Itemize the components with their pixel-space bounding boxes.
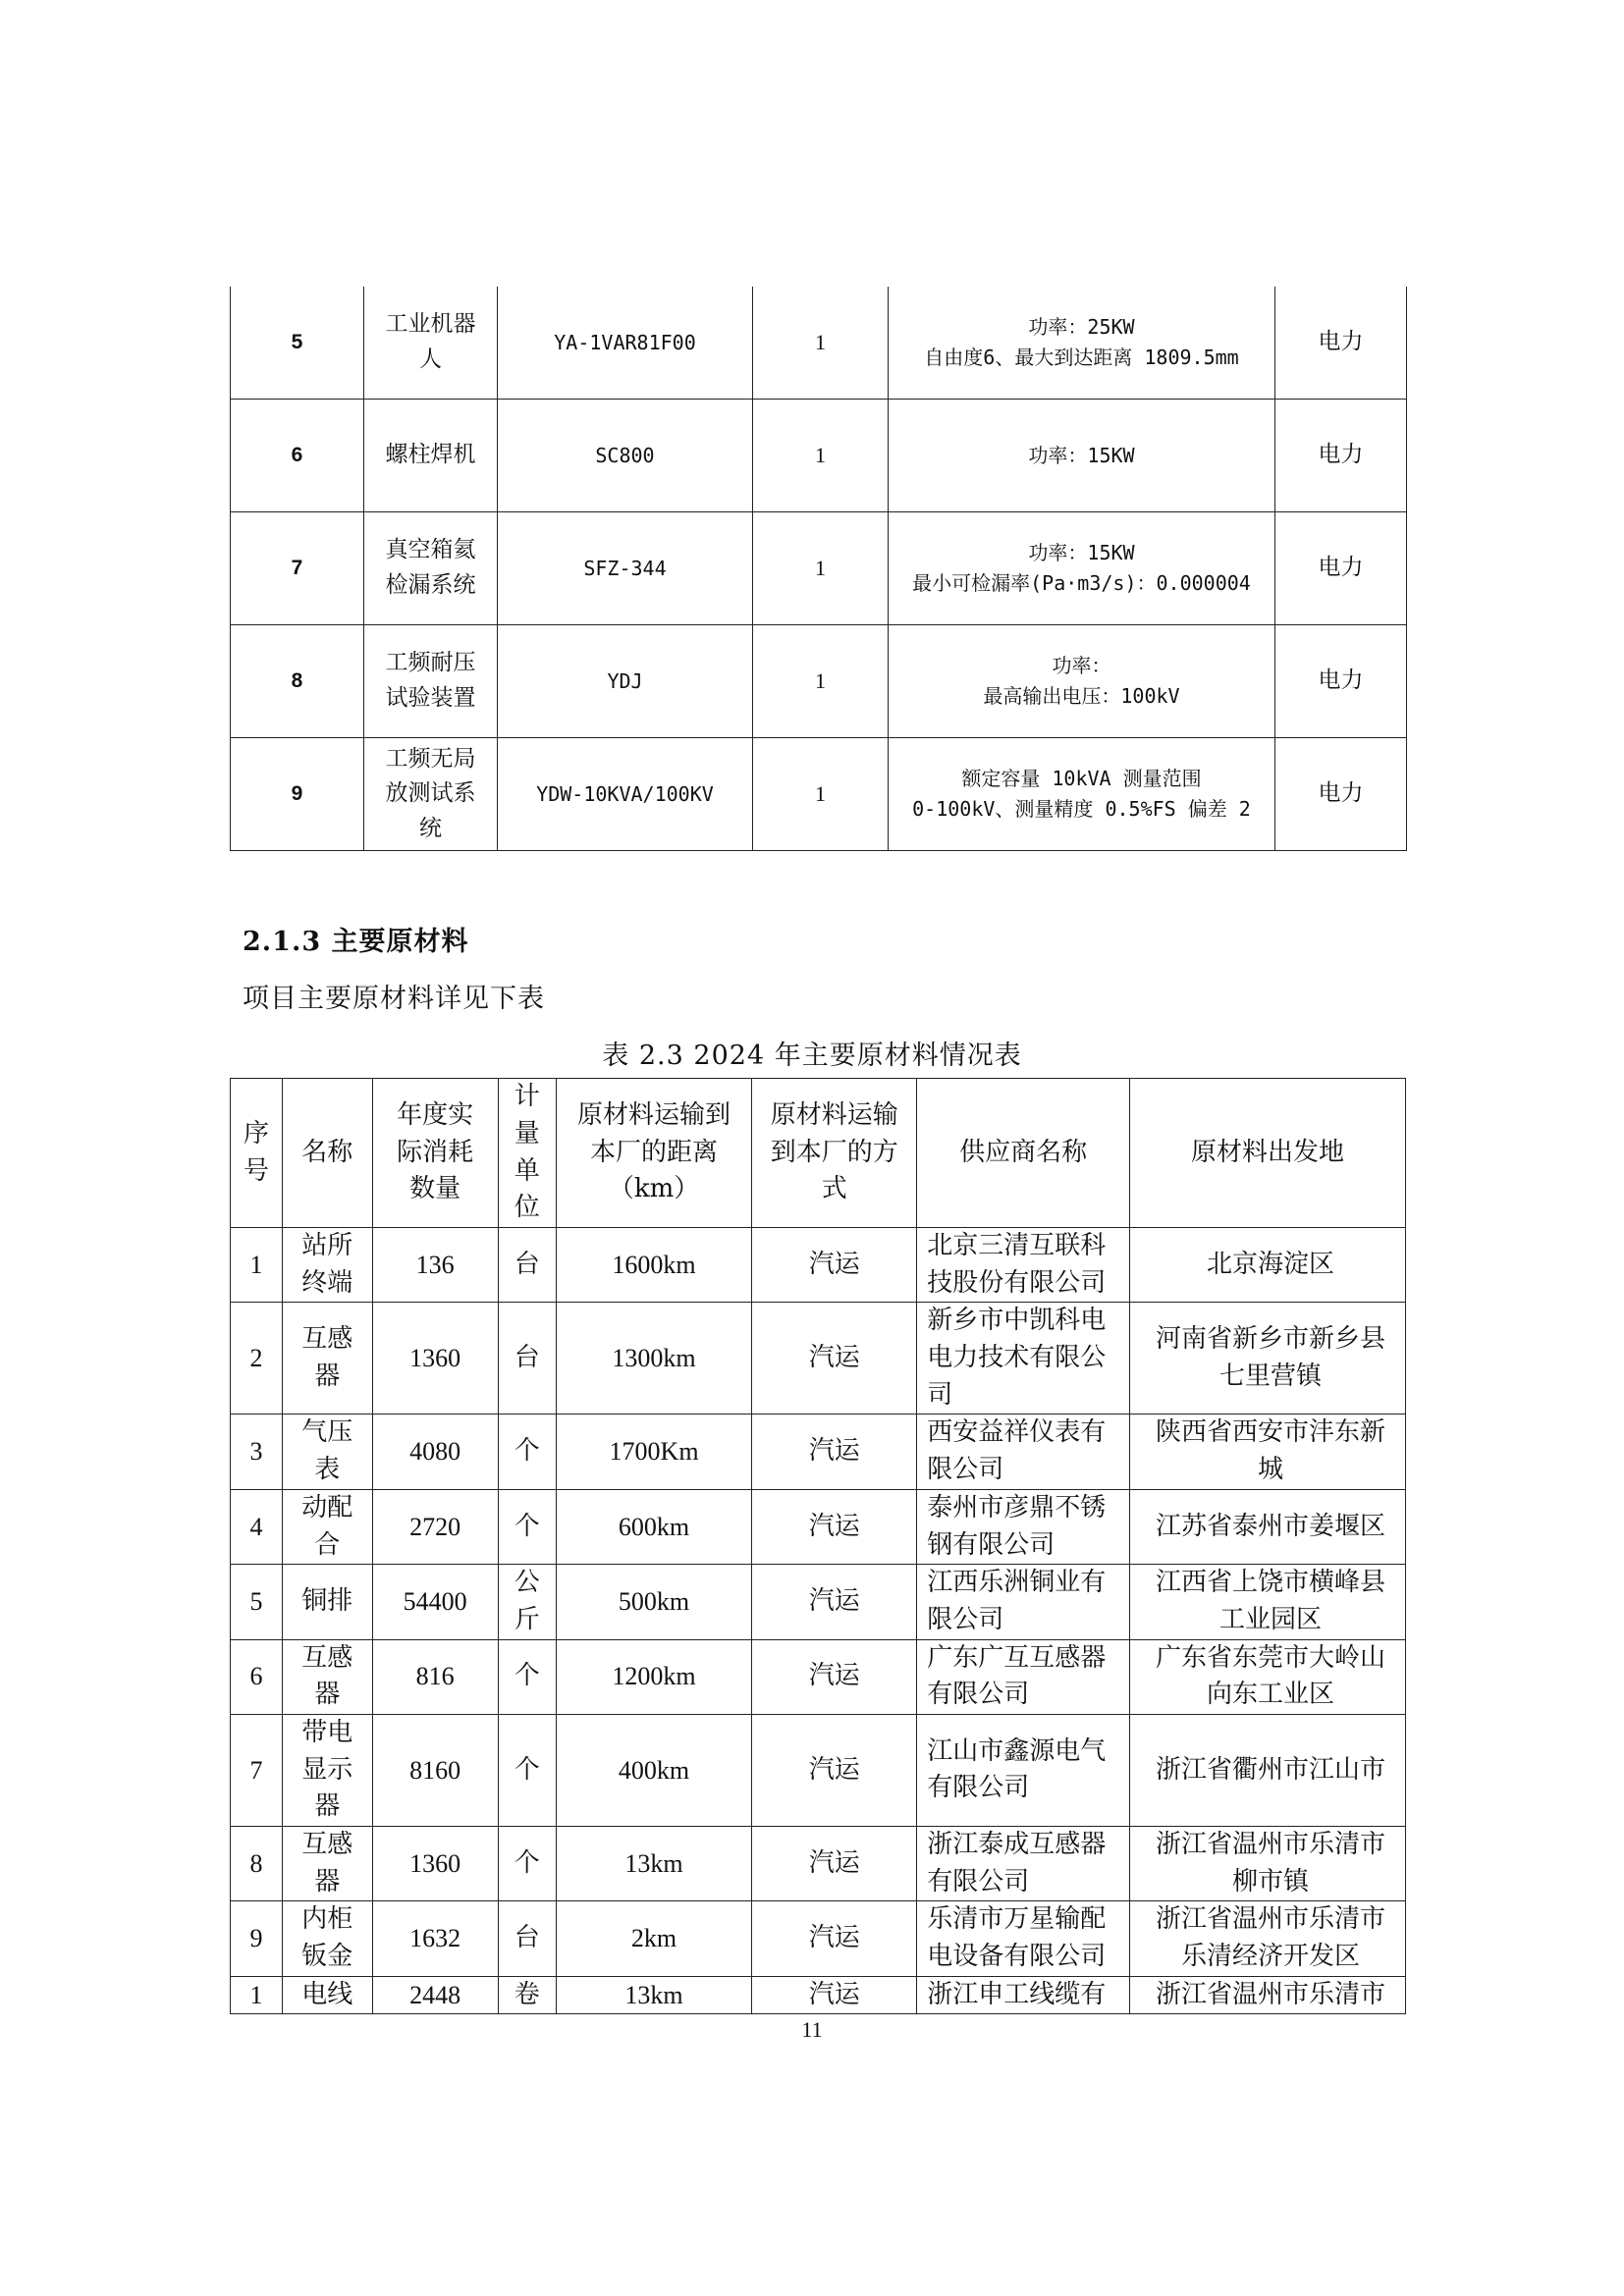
table-caption: 表 2.3 2024 年主要原材料情况表 — [602, 1041, 1022, 1071]
table-row — [231, 400, 1407, 512]
cell-name: 铜排 — [282, 1565, 372, 1639]
cell-distance: 13km — [556, 1827, 752, 1901]
cell-unit: 个 — [498, 1489, 556, 1564]
table-header-row — [231, 1079, 1406, 1228]
cell-transport: 汽运 — [752, 1565, 917, 1639]
cell-annual: 54400 — [372, 1565, 498, 1639]
cell-annual: 816 — [372, 1639, 498, 1714]
equip-spec — [889, 400, 1275, 512]
cell-name: 站所 终端 — [282, 1228, 372, 1303]
equip-energy: 电力 — [1275, 287, 1407, 400]
equip-qty: 1 — [753, 625, 889, 738]
equip-name: 工频无局 放测试系 统 — [364, 738, 498, 851]
equip-name: 工业机器 人 — [364, 287, 498, 400]
cell-no: 9 — [231, 1901, 283, 1976]
cell-transport: 汽运 — [752, 1415, 917, 1489]
cell-distance: 500km — [556, 1565, 752, 1639]
equip-no: 5 — [231, 287, 364, 400]
equip-spec — [889, 287, 1275, 400]
equip-name: 真空箱氦 检漏系统 — [364, 512, 498, 625]
cell-unit: 台 — [498, 1228, 556, 1303]
cell-annual: 1360 — [372, 1303, 498, 1415]
table-row — [231, 738, 1407, 851]
cell-annual: 2720 — [372, 1489, 498, 1564]
spec-line: 功率： — [1052, 654, 1111, 677]
cell-unit: 卷 — [498, 1976, 556, 2014]
cell-distance: 600km — [556, 1489, 752, 1564]
cell-no: 1 — [231, 1976, 283, 2014]
equip-no: 6 — [231, 400, 364, 512]
cell-annual: 2448 — [372, 1976, 498, 2014]
spec-line: 功率：15KW — [1028, 443, 1135, 467]
equip-spec — [889, 738, 1275, 851]
cell-origin: 浙江省温州市乐清市 乐清经济开发区 — [1130, 1901, 1406, 1976]
cell-transport: 汽运 — [752, 1901, 917, 1976]
spec-line: 额定容量 10kVA 测量范围 — [961, 767, 1202, 790]
cell-supplier: 泰州市彦鼎不锈 钢有限公司 — [917, 1489, 1130, 1564]
cell-transport: 汽运 — [752, 1489, 917, 1564]
equip-model: YDW-10KVA/100KV — [498, 738, 753, 851]
cell-unit: 个 — [498, 1415, 556, 1489]
spec-line: 0-100kV、测量精度 0.5%FS 偏差 2 — [912, 797, 1251, 821]
cell-distance: 13km — [556, 1976, 752, 2014]
equip-model: SC800 — [498, 400, 753, 512]
cell-name: 气压 表 — [282, 1415, 372, 1489]
cell-no: 2 — [231, 1303, 283, 1415]
cell-supplier: 江山市鑫源电气 有限公司 — [917, 1714, 1130, 1826]
cell-no: 4 — [231, 1489, 283, 1564]
equip-no: 9 — [231, 738, 364, 851]
table-row — [231, 1489, 1406, 1564]
equip-qty: 1 — [753, 512, 889, 625]
equip-spec — [889, 625, 1275, 738]
cell-supplier: 浙江泰成互感器 有限公司 — [917, 1827, 1130, 1901]
equip-qty: 1 — [753, 287, 889, 400]
cell-supplier: 新乡市中凯科电 电力技术有限公 司 — [917, 1303, 1130, 1415]
cell-supplier: 浙江申工线缆有 — [917, 1976, 1130, 2014]
cell-annual: 1632 — [372, 1901, 498, 1976]
cell-origin: 浙江省衢州市江山市 — [1130, 1714, 1406, 1826]
cell-origin: 北京海淀区 — [1130, 1228, 1406, 1303]
table-row — [231, 1303, 1406, 1415]
equip-energy: 电力 — [1275, 400, 1407, 512]
spec-line: 功率：15KW — [1028, 541, 1135, 564]
header-annual: 年度实 际消耗 数量 — [372, 1079, 498, 1228]
cell-supplier: 江西乐洲铜业有 限公司 — [917, 1565, 1130, 1639]
cell-name: 互感 器 — [282, 1827, 372, 1901]
cell-supplier: 西安益祥仪表有 限公司 — [917, 1415, 1130, 1489]
cell-name: 带电 显示 器 — [282, 1714, 372, 1826]
cell-transport: 汽运 — [752, 1639, 917, 1714]
cell-origin: 广东省东莞市大岭山 向东工业区 — [1130, 1639, 1406, 1714]
equip-no: 8 — [231, 625, 364, 738]
cell-unit: 个 — [498, 1714, 556, 1826]
equip-energy: 电力 — [1275, 625, 1407, 738]
header-name: 名称 — [282, 1079, 372, 1228]
header-supplier: 供应商名称 — [917, 1079, 1130, 1228]
header-origin: 原材料出发地 — [1130, 1079, 1406, 1228]
table-row — [231, 1565, 1406, 1639]
cell-annual: 8160 — [372, 1714, 498, 1826]
materials-table — [230, 1078, 1406, 2014]
cell-no: 1 — [231, 1228, 283, 1303]
section-intro: 项目主要原材料详见下表 — [243, 984, 545, 1014]
spec-line: 最高输出电压：100kV — [983, 684, 1180, 708]
cell-distance: 1700Km — [556, 1415, 752, 1489]
table-row — [231, 1901, 1406, 1976]
cell-distance: 1200km — [556, 1639, 752, 1714]
cell-supplier: 乐清市万星输配 电设备有限公司 — [917, 1901, 1130, 1976]
cell-name: 互感 器 — [282, 1303, 372, 1415]
cell-annual: 4080 — [372, 1415, 498, 1489]
table-row — [231, 287, 1407, 400]
table-row — [231, 1714, 1406, 1826]
cell-transport: 汽运 — [752, 1976, 917, 2014]
equip-qty: 1 — [753, 738, 889, 851]
equip-qty: 1 — [753, 400, 889, 512]
cell-distance: 2km — [556, 1901, 752, 1976]
equip-model: SFZ-344 — [498, 512, 753, 625]
cell-transport: 汽运 — [752, 1228, 917, 1303]
cell-origin: 江苏省泰州市姜堰区 — [1130, 1489, 1406, 1564]
table-row — [231, 625, 1407, 738]
cell-distance: 400km — [556, 1714, 752, 1826]
header-transport: 原材料运输 到本厂的方 式 — [752, 1079, 917, 1228]
equip-energy: 电力 — [1275, 738, 1407, 851]
equip-model: YDJ — [498, 625, 753, 738]
cell-annual: 136 — [372, 1228, 498, 1303]
cell-distance: 1600km — [556, 1228, 752, 1303]
equip-name: 螺柱焊机 — [364, 400, 498, 512]
cell-no: 5 — [231, 1565, 283, 1639]
cell-transport: 汽运 — [752, 1303, 917, 1415]
table-row — [231, 1415, 1406, 1489]
spec-line: 功率：25KW — [1028, 315, 1135, 339]
table-row — [231, 512, 1407, 625]
cell-transport: 汽运 — [752, 1827, 917, 1901]
equip-spec — [889, 512, 1275, 625]
cell-name: 动配 合 — [282, 1489, 372, 1564]
cell-origin: 浙江省温州市乐清市 — [1130, 1976, 1406, 2014]
header-no: 序 号 — [231, 1079, 283, 1228]
cell-distance: 1300km — [556, 1303, 752, 1415]
equip-name: 工频耐压 试验装置 — [364, 625, 498, 738]
spec-line: 最小可检漏率(Pa·m3/s)：0.000004 — [912, 571, 1251, 595]
table-row — [231, 1976, 1406, 2014]
cell-annual: 1360 — [372, 1827, 498, 1901]
cell-no: 7 — [231, 1714, 283, 1826]
cell-no: 3 — [231, 1415, 283, 1489]
equip-model: YA-1VAR81F00 — [498, 287, 753, 400]
cell-supplier: 广东广互互感器 有限公司 — [917, 1639, 1130, 1714]
cell-name: 内柜 钣金 — [282, 1901, 372, 1976]
header-unit: 计 量 单 位 — [498, 1079, 556, 1228]
equip-energy: 电力 — [1275, 512, 1407, 625]
cell-origin: 江西省上饶市横峰县 工业园区 — [1130, 1565, 1406, 1639]
cell-unit: 公 斤 — [498, 1565, 556, 1639]
cell-unit: 个 — [498, 1639, 556, 1714]
cell-transport: 汽运 — [752, 1714, 917, 1826]
cell-origin: 河南省新乡市新乡县 七里营镇 — [1130, 1303, 1406, 1415]
cell-supplier: 北京三清互联科 技股份有限公司 — [917, 1228, 1130, 1303]
equipment-table — [230, 287, 1407, 851]
table-row — [231, 1639, 1406, 1714]
table-row — [231, 1228, 1406, 1303]
cell-unit: 台 — [498, 1303, 556, 1415]
equip-no: 7 — [231, 512, 364, 625]
page-number: 11 — [801, 2017, 823, 2042]
spec-line: 自由度6、最大到达距离 1809.5mm — [924, 346, 1239, 369]
section-heading: 2.1.3 主要原材料 — [243, 927, 469, 957]
cell-no: 8 — [231, 1827, 283, 1901]
header-distance: 原材料运输到 本厂的距离 （km） — [556, 1079, 752, 1228]
cell-name: 电线 — [282, 1976, 372, 2014]
cell-name: 互感 器 — [282, 1639, 372, 1714]
cell-unit: 台 — [498, 1901, 556, 1976]
cell-origin: 陕西省西安市沣东新 城 — [1130, 1415, 1406, 1489]
table-row — [231, 1827, 1406, 1901]
cell-unit: 个 — [498, 1827, 556, 1901]
cell-no: 6 — [231, 1639, 283, 1714]
cell-origin: 浙江省温州市乐清市 柳市镇 — [1130, 1827, 1406, 1901]
